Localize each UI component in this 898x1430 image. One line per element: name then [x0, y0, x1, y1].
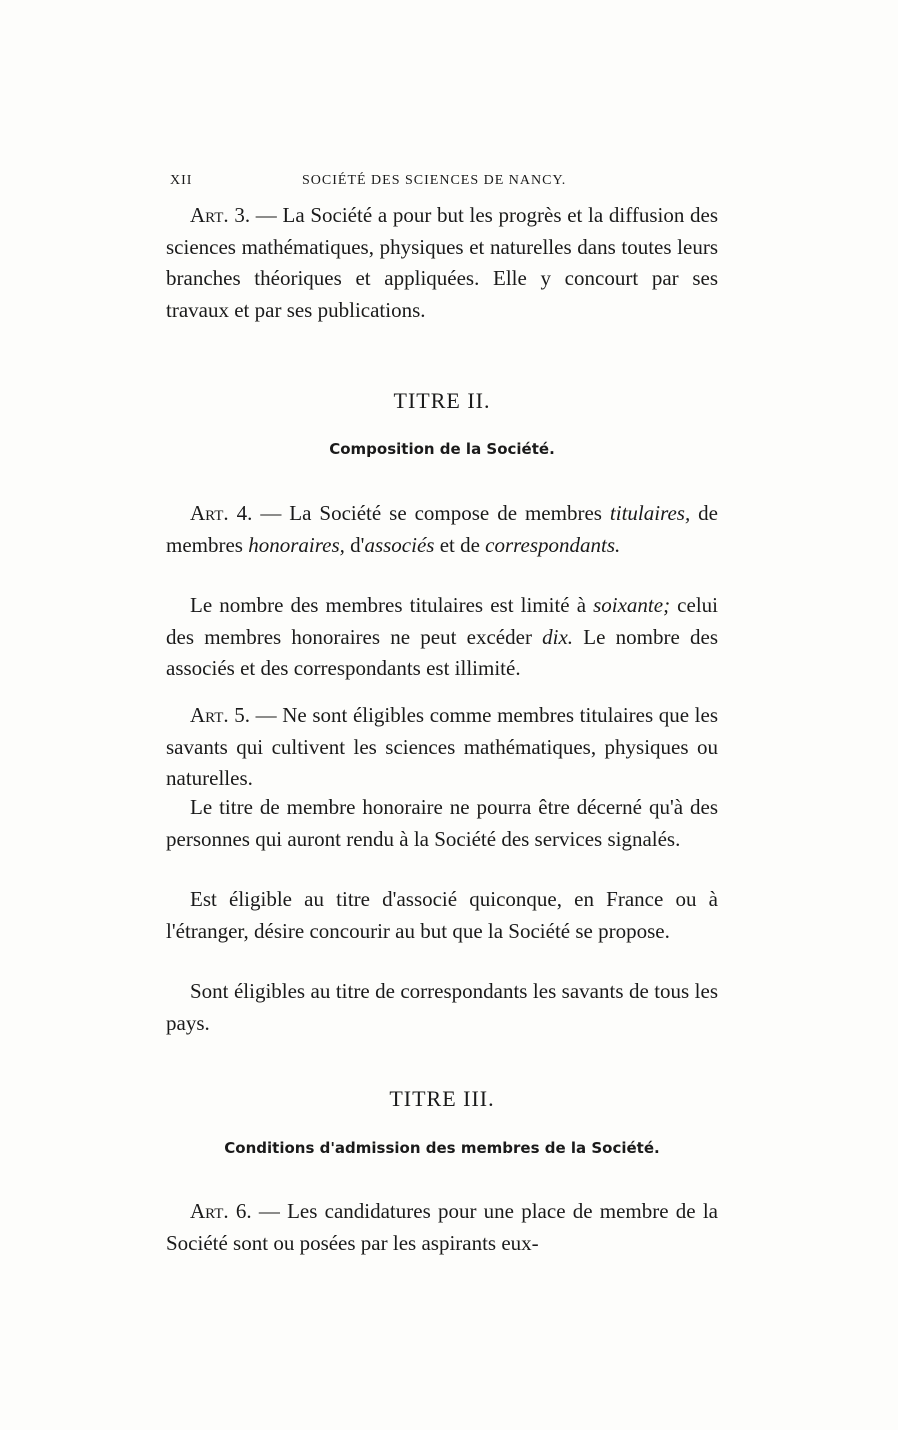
- page-number: XII: [170, 173, 193, 188]
- text-run: Le nombre des associés et des correspondants est illimité.: [166, 624, 718, 680]
- text-run: Le nombre des membres titulaires est limité à: [190, 593, 594, 617]
- emphasis-soixante: soixante;: [593, 593, 671, 617]
- titre-2-heading: TITRE II.: [393, 388, 491, 413]
- article-5-paragraph-4: Sont éligibles au titre de correspondants les savants de tous les pays.: [166, 979, 718, 1035]
- titre-2-subtitle: Composition de la Société.: [329, 440, 555, 458]
- text-run: de membres: [166, 501, 718, 557]
- text-run: et de: [434, 532, 486, 557]
- article-label: Art. 3.: [190, 203, 251, 227]
- emphasis-titulaires: titulaires,: [609, 501, 691, 525]
- emphasis-honoraires: honoraires,: [248, 532, 345, 557]
- emphasis-associes: associés: [364, 532, 435, 557]
- text-run: — Les candidatures pour une place de membre de la Société sont ou posées par les aspirants eux-: [166, 1199, 718, 1255]
- article-5-paragraph-1: [166, 700, 718, 795]
- titre-3-subtitle: Conditions d'admission des membres de la Société.: [224, 1139, 660, 1157]
- article-5-paragraph-3: Est éligible au titre d'associé quiconque, en France ou à l'étranger, désire concourir au but que la Société se propose.: [166, 887, 718, 943]
- emphasis-correspondants: correspondants.: [485, 532, 621, 557]
- article-text: — La Société a pour but les progrès et la diffusion des sciences mathématiques, physiques et naturelles dans toutes leurs branches théoriques et appliquées. Elle y concourt par ses travaux et par ses publications.: [166, 203, 718, 322]
- text-run: — Ne sont éligibles comme membres titulaires que les savants qui cultivent les sciences mathématiques, physiques ou naturelles.: [166, 703, 719, 790]
- article-4-paragraph-2: [166, 590, 718, 685]
- text-run: d': [344, 532, 365, 557]
- emphasis-dix: dix.: [542, 624, 574, 649]
- text-run: — La Société se compose de membres: [252, 501, 610, 525]
- article-label: Art. 5.: [190, 703, 251, 727]
- running-header: [170, 173, 718, 195]
- article-3: [166, 200, 718, 326]
- article-5-paragraph-2: Le titre de membre honoraire ne pourra être décerné qu'à des personnes qui auront rendu à la Société des services signalés.: [166, 795, 718, 851]
- article-label: Art. 6.: [190, 1199, 252, 1223]
- article-4-paragraph-1: [166, 498, 718, 561]
- running-title: SOCIÉTÉ DES SCIENCES DE NANCY.: [302, 173, 567, 188]
- article-6: [166, 1196, 718, 1259]
- text-run: celui des membres honoraires ne peut excéder: [166, 593, 718, 649]
- article-label: Art. 4.: [190, 501, 253, 525]
- titre-3-heading: TITRE III.: [389, 1086, 495, 1111]
